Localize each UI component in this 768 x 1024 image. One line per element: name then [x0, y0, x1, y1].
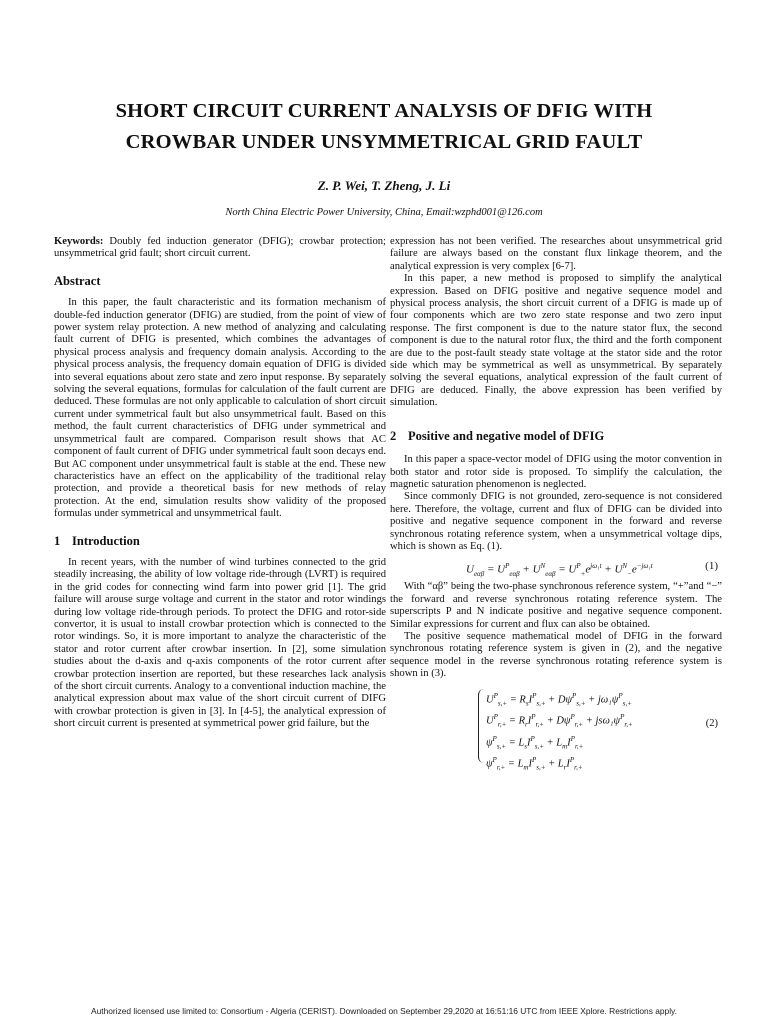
authors: Z. P. Wei, T. Zheng, J. Li	[317, 178, 451, 193]
abstract-text: In this paper, the fault characteristic and its formation mechanism of double-fed induction generator (DFIG) are studied, from the point of view of power system relay protection. A new method of analyzing and calculating fault current of DFIG is presented, which combines the advantages of physical process analysis and frequency domain analysis. According to the physical process analysis, the frequency domain equation of DFIG is divided into several equations about zero state and zero input response. By separately solving the several equations, formulas for calculation of the fault current are deduced. These formulas are not only applicable to calculation of short circuit current under symmetrical fault but also unsymmetrical fault. Based on this method, the fault current characteristics of DFIG under symmetrical and unsymmetrical fault are compared. Comparison result shows that AC component of fault current of DFIG under symmetrical fault soon decays end. But AC component under unsymmetrical fault is stable at the end. These new characteristics have an effect on the applicability of the traditional relay protection, and provide a theoretical basis for new methods of relay protection. At the end, simulation results show validity of the proposed formulas under symmetrical and unsymmetrical fault.	[54, 297, 386, 520]
equation-2-brace	[478, 689, 485, 763]
section-2-number: 2	[390, 428, 397, 443]
keywords-text: Doubly fed induction generator (DFIG); crowbar protection; unsymmetrical grid fault; short circuit current.	[54, 236, 386, 260]
title-line-1: SHORT CIRCUIT CURRENT ANALYSIS OF DFIG WITH	[115, 100, 653, 122]
equation-1-number: (1)	[705, 560, 718, 573]
section-2-paragraph-3: With “αβ” being the two-phase synchronous reference system, “+”and “−” the forward and reverse synchronous rotating reference system. The superscripts P and N indicate positive and negative sequence component. Similar expressions for current and flux can also be obtained.	[390, 581, 722, 630]
abstract-heading: Abstract	[54, 273, 101, 288]
right-paragraph-1: expression has not been verified. The researches about unsymmetrical grid failure are always based on the constant flux linkage theorem, and the analytical expression is very complex [6-7].	[390, 236, 722, 272]
keywords	[54, 236, 386, 261]
right-column	[390, 236, 722, 773]
affiliation: North China Electric Power University, China, Email:wzphd001@126.com	[225, 207, 543, 218]
equation-1-body: $U_{e\alpha\beta} = U^P_{e\alpha\beta} + U^N_{e\alpha\beta} = U^P_+e^{j\omega_1t} + U^N_-e^{-j\omega_1t}$	[466, 562, 653, 579]
equation-2-number: (2)	[705, 717, 718, 729]
right-paragraph-2: In this paper, a new method is proposed to simplify the analytical expression. Based on DFIG positive and negative sequence model and physical process analysis, the short circuit current of a DFIG is made up of four components which are two zero state response and two zero input response. The first component is due to the nature stator flux, the second component is due to the natural rotor flux, the third and the forth component are due to the post-fault steady state voltage at the stator side and the rotor side which may be symmetrical as well as unsymmetrical. By separately solving the several equations, analytical expression of the fault current of DFIG are deduced. Finally, the above expression has been verified by simulation.	[390, 273, 722, 409]
intro-text: In recent years, with the number of wind turbines connected to the grid steadily increasing, the ability of low voltage ride-through (LVRT) is required in the grid codes for connecting wind farm into power grid [1]. The grid failure will arouse surge voltage and current in the stator and rotor windings during low voltage ride-through periods. To protect the DFIG and rotor-side convertor, it is usual to install crowbar protection which is connected to the rotor windings. So, it is more important to analyze the characteristic of the stator and rotor current after crowbar insertion. In [2], some simulation studies about the d-axis and q-axis components of the rotor current after crowbar protection insertion are reported, but these researches lack analysis of the short circuit currents. Analogy to a conventional induction machine, the analytical expression about max value of the short circuit current of DIFG with crowbar protection is given in [3]. In [4-5], the analytical expression of short circuit current is presented at symmetrical power grid failure, but the	[54, 556, 386, 730]
equation-1	[390, 553, 722, 581]
equation-2-line-1: $U^P_{s,+} = R_sI^P_{s,+} + D\psi^P_{s,+} + j\omega_1\psi^P_{s,+}$	[486, 691, 632, 708]
section-2-heading	[390, 430, 722, 442]
title-line-2: CROWBAR UNDER UNSYMMETRICAL GRID FAULT	[125, 131, 643, 153]
keywords-label: Keywords:	[54, 236, 104, 247]
license-footer: Authorized licensed use limited to: Consortium - Algeria (CERIST). Downloaded on September 29,2020 at 16:51:16 UTC from IEEE Xplore. Restrictions apply.	[91, 1006, 677, 1016]
equation-2-lines	[486, 689, 633, 775]
intro-title: Introduction	[72, 533, 140, 548]
left-column	[54, 236, 386, 731]
equation-2-line-3: $\psi^P_{s,+} = L_sI^P_{s,+} + L_mI^P_{r,+}$	[486, 734, 584, 751]
intro-heading	[54, 535, 386, 547]
section-2-title: Positive and negative model of DFIG	[408, 428, 605, 443]
section-2-paragraph-4: The positive sequence mathematical model of DFIG in the forward synchronous rotating reference system is given in (2), and the negative sequence model in the reverse synchronous rotating reference system is shown in (3).	[390, 630, 722, 680]
equation-2	[390, 687, 722, 773]
section-2-paragraph-1: In this paper a space-vector model of DFIG using the motor convention in both stator and rotor side is proposed. To simplify the calculation, the magnetic saturation phenomenon is neglected.	[390, 454, 722, 490]
equation-2-line-4: $\psi^P_{r,+} = L_mI^P_{s,+} + L_rI^P_{r,+}$	[486, 756, 583, 772]
equation-2-line-2: $U^P_{r,+} = R_rI^P_{r,+} + D\psi^P_{r,+} + js\omega_1\psi^P_{r,+}$	[486, 713, 633, 729]
intro-number: 1	[54, 533, 61, 548]
section-2-paragraph-2: Since commonly DFIG is not grounded, zero-sequence is not considered here. Therefore, the voltage, current and flux of DFIG can be divided into positive and negative sequence component in the forward and reverse synchronous rotating reference system, when a unsymmetrical voltage dips, which is shown as Eq. (1).	[390, 491, 722, 552]
paper-title	[40, 96, 728, 158]
